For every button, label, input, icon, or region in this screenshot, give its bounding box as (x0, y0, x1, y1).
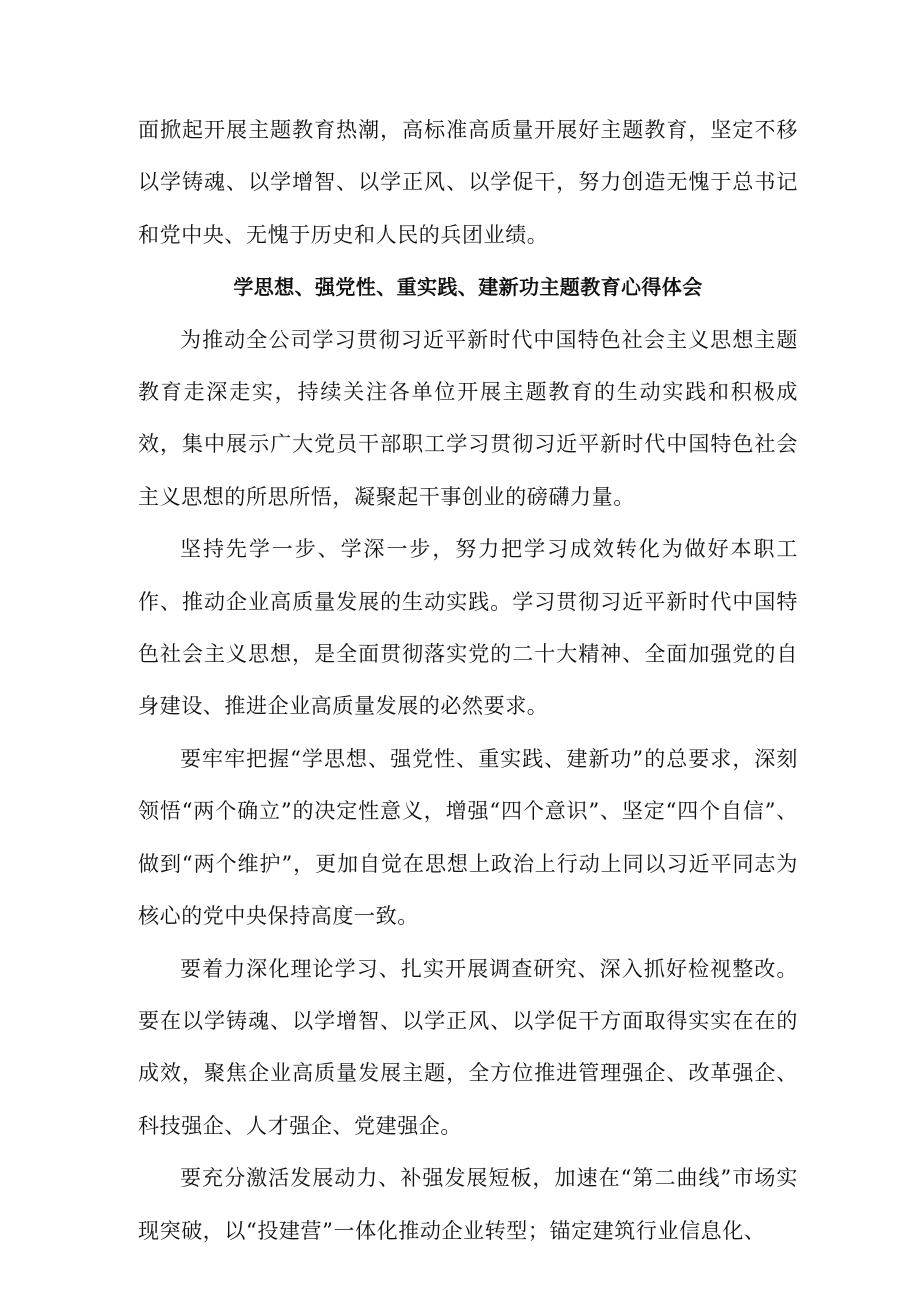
section-title: 学思想、强党性、重实践、建新功主题教育心得体会 (233, 275, 703, 300)
paragraph-continuation: 面掀起开展主题教育热潮，高标准高质量开展好主题教育，坚定不移以学铸魂、以学增智、以学正风、以学促干，努力创造无愧于总书记和党中央、无愧于历史和人民的兵团业绩。 (138, 118, 798, 247)
paragraph-theory-study: 要着力深化理论学习、扎实开展调查研究、深入抓好检视整改。要在以学铸魂、以学增智、以学正风、以学促干方面取得实实在在的成效，聚焦企业高质量发展主题，全方位推进管理强企、改革强企、科技强企、人才强企、党建强企。 (138, 956, 798, 1138)
paragraph-study-first: 坚持先学一步、学深一步，努力把学习成效转化为做好本职工作、推动企业高质量发展的生动实践。学习贯彻习近平新时代中国特色社会主义思想，是全面贯彻落实党的二十大精神、全面加强党的自身建设、推进企业高质量发展的必然要求。 (138, 537, 798, 719)
paragraph-development-drive: 要充分激活发展动力、补强发展短板，加速在“第二曲线”市场实现突破，以“投建营”一体化推动企业转型；锚定建筑行业信息化、 (138, 1166, 798, 1243)
paragraph-general-requirements: 要牢牢把握“学思想、强党性、重实践、建新功”的总要求，深刻领悟“两个确立”的决定性意义，增强“四个意识”、坚定“四个自信”、做到“两个维护”，更加自觉在思想上政治上行动上同以习近平同志为核心的党中央保持高度一致。 (138, 746, 798, 929)
document-body (138, 104, 798, 1257)
paragraph-intro: 为推动全公司学习贯彻习近平新时代中国特色社会主义思想主题教育走深走实，持续关注各单位开展主题教育的生动实践和积极成效，集中展示广大党员干部职工学习贯彻习近平新时代中国特色社会主义思想的所思所悟，凝聚起干事创业的磅礴力量。 (138, 327, 798, 509)
